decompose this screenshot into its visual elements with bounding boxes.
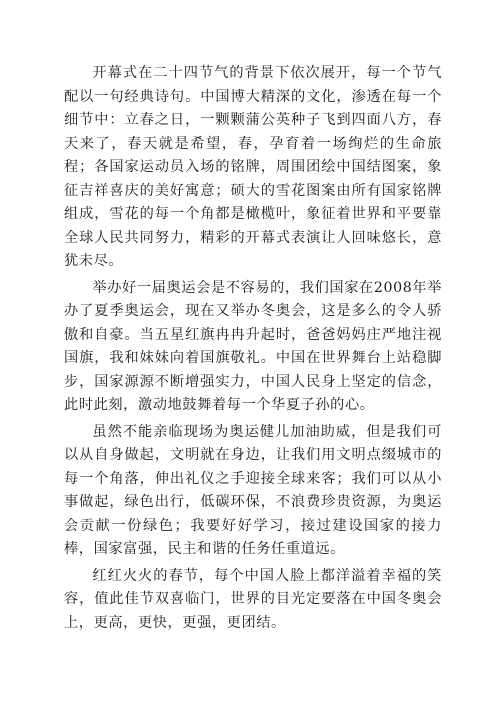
paragraph-hosting-olympics: 举办好一届奥运会是不容易的，我们国家在2008年举办了夏季奥运会，现在又举办冬奥会，这是多么的令人骄傲和自豪。当五星红旗冉冉升起时，爸爸妈妈庄严地注视国旗，我和妹妹向着国旗敬礼。中国在世界舞台上站稳脚步，国家源源不断增强实力，中国人民身上坚定的信念，此时此刻，激动地鼓舞着每一个华夏子孙的心。	[64, 279, 442, 413]
document-body	[64, 62, 442, 638]
paragraph-opening-ceremony: 开幕式在二十四节气的背景下依次展开，每一个节气配以一句经典诗句。中国博大精深的文化，渗透在每一个细节中：立春之日，一颗颗蒲公英种子飞到四面八方，春天来了，春天就是希望，春，孕育着一场绚烂的生命旅程；各国家运动员入场的铭牌，周围团绘中国结图案，象征吉祥喜庆的美好寓意；硕大的雪花图案由所有国家铭牌组成，雪花的每一个角都是橄榄叶，象征着世界和平要靠全球人民共同努力，精彩的开幕式表演让人回味悠长，意犹未尽。	[64, 65, 442, 269]
paragraph-civilized-support: 虽然不能亲临现场为奥运健儿加油助威，但是我们可以从自身做起，文明就在身边，让我们用文明点缀城市的每一个角落，伸出礼仪之手迎接全球来客；我们可以从小事做起，绿色出行，低碳环保，不浪费珍贵资源，为奥运会贡献一份绿色；我要好好学习，接过建设国家的接力棒，国家富强，民主和谐的任务任重道远。	[64, 423, 442, 557]
paragraph-spring-festival: 红红火火的春节，每个中国人脸上都洋溢着幸福的笑容，值此佳节双喜临门，世界的目光定要落在中国冬奥会上，更高，更快，更强，更团结。	[64, 567, 442, 631]
